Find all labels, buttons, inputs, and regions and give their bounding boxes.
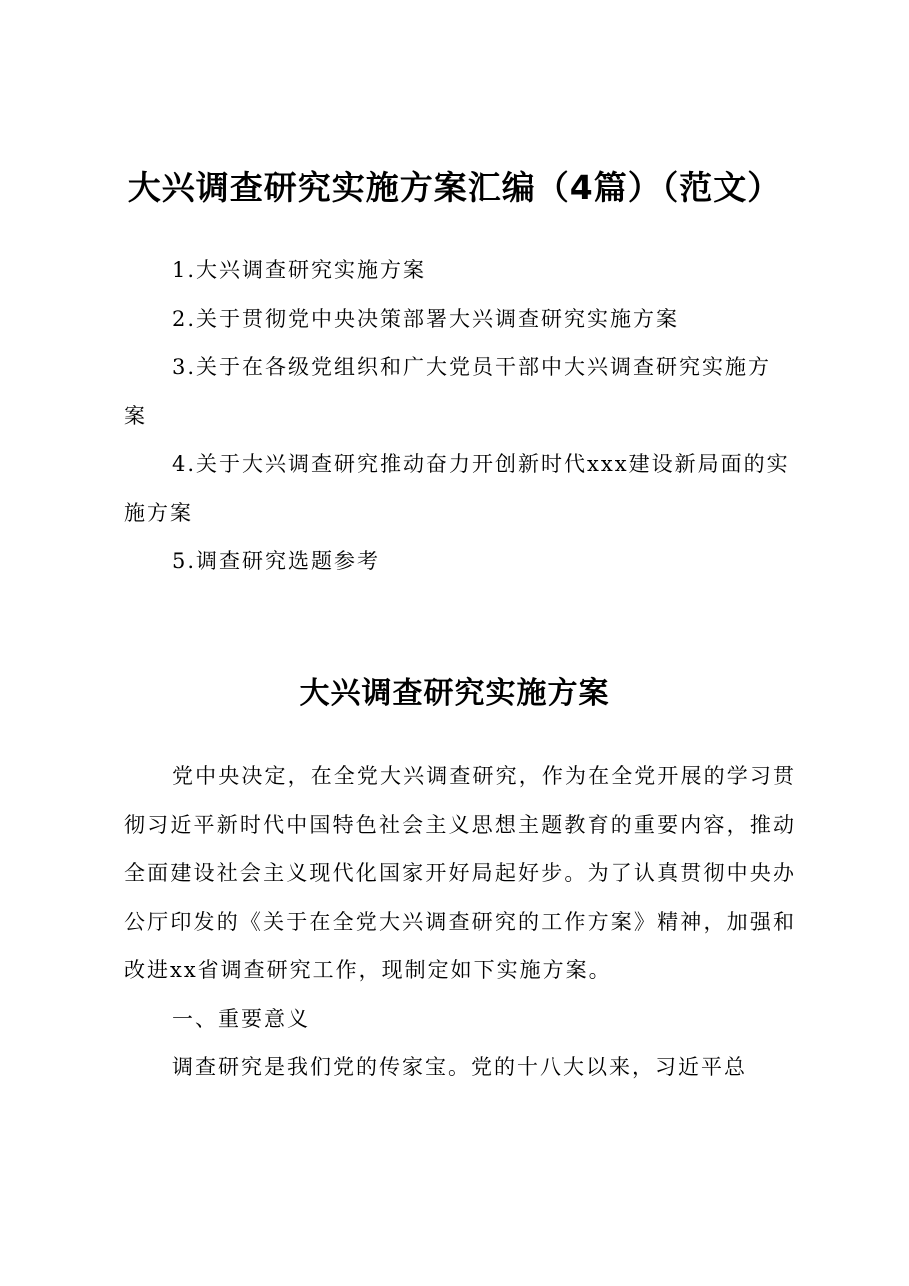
toc-item: 2.关于贯彻党中央决策部署大兴调查研究实施方案	[172, 306, 680, 331]
toc-item: 3.关于在各级党组织和广大党员干部中大兴调查研究实施方案	[124, 355, 772, 428]
table-of-contents	[124, 246, 794, 586]
toc-item: 1.大兴调查研究实施方案	[172, 258, 427, 282]
body-paragraph: 调查研究是我们党的传家宝。党的十八大以来，习近平总	[172, 1055, 747, 1079]
toc-item: 4.关于大兴调查研究推动奋力开创新时代xxx建设新局面的实施方案	[124, 452, 790, 525]
section-title: 大兴调查研究实施方案	[299, 676, 610, 711]
body-paragraph: 党中央决定，在全党大兴调查研究，作为在全党开展的学习贯彻习近平新时代中国特色社会主义思想主题教育的重要内容，推动全面建设社会主义现代化国家开好局起好步。为了认真贯彻中央办公厅印发的《关于在全党大兴调查研究的工作方案》精神，加强和改进xx省调查研究工作，现制定如下实施方案。	[124, 764, 796, 982]
body-text	[124, 752, 796, 1092]
subheading: 一、重要意义	[172, 1006, 310, 1031]
document-title: 大兴调查研究实施方案汇编（4篇）（范文）	[127, 168, 782, 207]
toc-item: 5.调查研究选题参考	[172, 549, 381, 573]
